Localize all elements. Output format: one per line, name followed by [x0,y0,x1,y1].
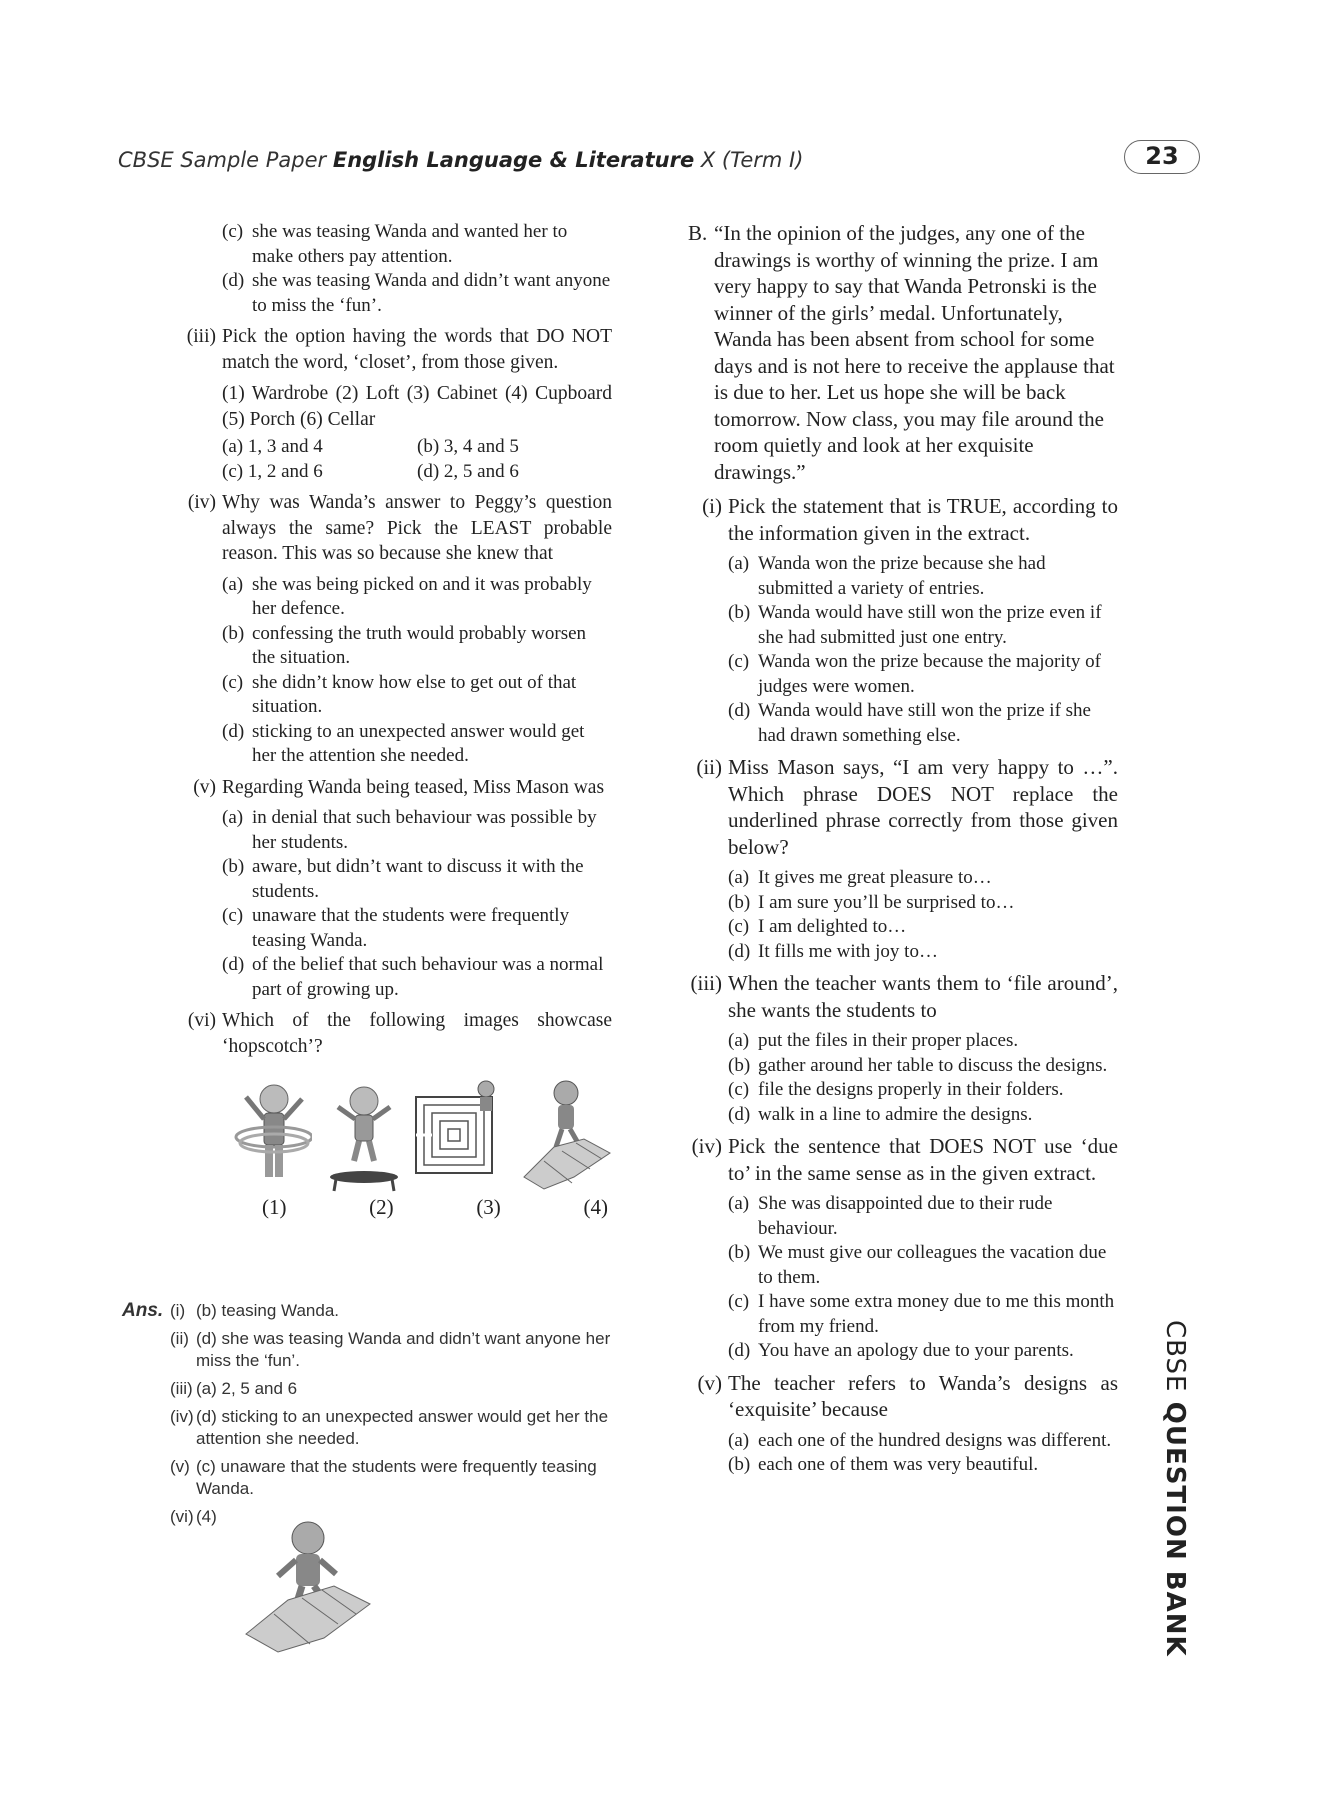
question-vi: (vi) Which of the following images showcase ‘hopscotch’? [187,1010,612,1057]
image-label: (4) [583,1195,608,1219]
image-label: (1) [262,1195,287,1219]
option: (a) Wanda won the prize because she had submitted a variety of entries. [728,553,1046,599]
option: (b) each one of them was very beautiful. [728,1454,1039,1475]
r-q4-options [728,1192,1118,1364]
header-subject: English Language & Literature [332,148,695,172]
image-label: (3) [476,1195,501,1219]
option: (c) she didn’t know how else to get out of that situation. [222,671,577,717]
answer-item: (iii) (a) 2, 5 and 6 [170,1379,298,1398]
image-label: (2) [369,1195,394,1219]
image-labels [262,1195,608,1221]
option: (d) 2, 5 and 6 [417,461,519,482]
left-column [182,220,612,1231]
answer-item: (v) (c) unaware that the students were frequently teasing Wanda. [170,1457,597,1498]
maze-image [412,1077,502,1195]
option: (d) walk in a line to admire the designs. [728,1103,1033,1125]
option: (a) in denial that such behaviour was possible by her students. [222,807,597,853]
option: (a) She was disappointed due to their rude behaviour. [728,1193,1053,1239]
option: (b) confessing the truth would probably worsen the situation. [222,622,587,668]
option: (b) gather around her table to discuss the designs. [728,1054,1108,1076]
question-i: (i) Pick the statement that is TRUE, according to the information given in the extract. [702,494,1118,545]
option: (b) We must give our colleagues the vacation due to them. [728,1242,1107,1288]
option: (c) 1, 2 and 6 [222,461,323,482]
question-v: (v) Regarding Wanda being teased, Miss Mason was [193,776,605,798]
hopscotch-answer-image [238,1516,378,1656]
side-label-b: QUESTION BANK [1160,1401,1190,1657]
question-iii: (iii) Pick the option having the words that DO NOT match the word, ‘closet’, from those given. [186,326,612,373]
r-q1-options [728,552,1118,748]
option: (a) It gives me great pleasure to… [728,867,992,888]
option: (c) she was teasing Wanda and wanted her to make others pay attention. [222,221,568,267]
answer-item: (ii) (d) she was teasing Wanda and didn’t want anyone her miss the ‘fun’. [170,1329,611,1370]
question-ii: (ii) Miss Mason says, “I am very happy to …”. Which phrase DOES NOT replace the underlined phrase correctly from those given below? [696,755,1118,859]
answer-key [122,1300,622,1534]
option: (c) I am delighted to… [728,916,907,937]
right-column [688,220,1118,1484]
header-suffix: X (Term I) [694,148,804,172]
trampoline-image [324,1077,404,1195]
option: (d) You have an apology due to your parents. [728,1340,1074,1361]
option: (b) I am sure you’ll be surprised to… [728,891,1015,913]
option: (d) It fills me with joy to… [728,940,938,962]
option: (b) aware, but didn’t want to discuss it with the students. [222,856,584,902]
side-label [1150,1320,1200,1657]
answer-item: (iv) (d) sticking to an unexpected answer would get her the attention she needed. [170,1407,609,1448]
option: (c) file the designs properly in their folders. [728,1079,1064,1100]
answer-item: (i) (b) teasing Wanda. [170,1301,339,1320]
option: (d) she was teasing Wanda and didn’t want anyone to miss the ‘fun’. [222,270,611,316]
r-q2-options [728,866,1118,964]
answer-tag: Ans. [122,1300,164,1321]
r-q3-options [728,1029,1118,1127]
option: (a) she was being picked on and it was probably her defence. [222,573,592,619]
passage-b: B. “In the opinion of the judges, any one of the drawings is worthy of winning the prize. I am very happy to say that Wanda Petronski is the winner of the girls’ medal. Unfortunately, Wanda has been absent from school for some days and is not here to receive the applause that is due to her. Let us hope she will be back tomorrow. Now class, you may file around the room quietly and look at her exquisite drawings.” [688,221,1115,484]
option: (a) each one of the hundred designs was different. [728,1429,1112,1451]
option: (a) put the files in their proper places. [728,1030,1019,1051]
option: (a) 1, 3 and 4 [222,436,323,457]
option: (d) of the belief that such behaviour was a normal part of growing up. [222,954,604,1000]
hopscotch-image [514,1077,614,1195]
option: (c) I have some extra money due to me this month from my friend. [728,1291,1115,1337]
question-iv: (iv) Pick the sentence that DOES NOT use ‘due to’ in the same sense as in the given extract. [691,1134,1118,1185]
option: (c) unaware that the students were frequently teasing Wanda. [222,905,570,951]
question-iii: (iii) When the teacher wants them to ‘file around’, she wants the students to [690,971,1118,1022]
side-label-a: CBSE [1160,1320,1190,1402]
page-number: 23 [1124,140,1200,174]
q2-tail-options [222,220,612,318]
option: (c) Wanda won the prize because the majority of judges were women. [728,651,1101,697]
q4-options [222,573,612,769]
option: (b) 3, 4 and 5 [417,436,519,457]
question-v: (v) The teacher refers to Wanda’s designs as ‘exquisite’ because [697,1370,1118,1421]
answer-item: (vi) (4) [170,1507,217,1526]
question-iv: (iv) Why was Wanda’s answer to Peggy’s question always the same? Pick the LEAST probable reason. This was so because she knew that [187,492,612,564]
q5-options [222,806,612,1002]
running-header [118,148,803,172]
word-list: (1) Wardrobe (2) Loft (3) Cabinet (4) Cupboard (5) Porch (6) Cellar [222,383,612,430]
header-prefix: CBSE Sample Paper [118,148,333,172]
option: (d) sticking to an unexpected answer would get her the attention she needed. [222,720,585,766]
q3-options [222,434,612,484]
activity-images [222,1077,612,1195]
r-q5-options [728,1429,1118,1478]
option: (b) Wanda would have still won the prize even if she had submitted just one entry. [728,602,1102,648]
hula-hoop-image [232,1077,312,1195]
option: (d) Wanda would have still won the prize if she had drawn something else. [728,700,1091,746]
